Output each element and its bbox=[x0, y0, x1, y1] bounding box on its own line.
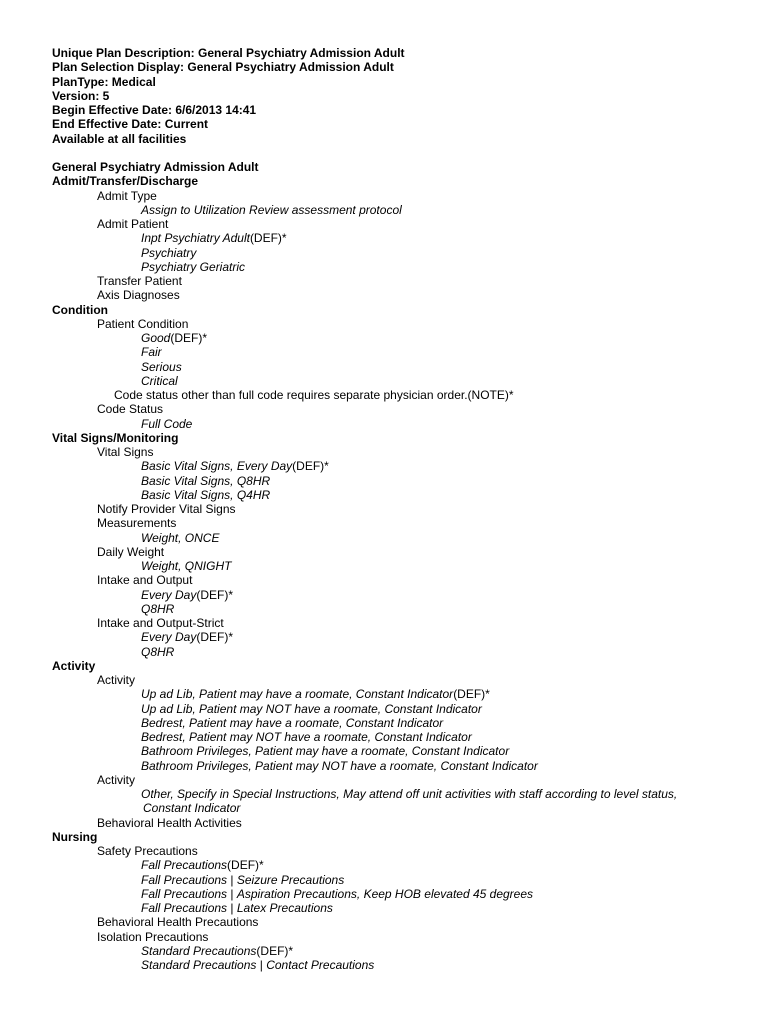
order-option bbox=[52, 345, 752, 359]
default-marker: (DEF)* bbox=[196, 587, 234, 602]
plan-body bbox=[52, 160, 752, 972]
section-vitals-heading: Vital Signs/Monitoring bbox=[52, 430, 179, 445]
bh-precautions-order: Behavioral Health Precautions bbox=[97, 915, 259, 930]
order-option bbox=[52, 260, 752, 274]
default-marker: (DEF)* bbox=[196, 630, 234, 645]
order-option bbox=[52, 702, 752, 716]
order-option bbox=[52, 759, 752, 773]
option-text: Serious bbox=[141, 359, 182, 374]
order-option bbox=[52, 716, 752, 730]
option-text: Every Day bbox=[141, 630, 197, 645]
bh-activities-order: Behavioral Health Activities bbox=[97, 815, 242, 830]
separator: | bbox=[227, 901, 237, 915]
section-activity-heading: Activity bbox=[52, 658, 96, 673]
section-nursing-heading: Nursing bbox=[52, 829, 98, 844]
plan-title: General Psychiatry Admission Adult bbox=[52, 160, 259, 174]
order-option bbox=[52, 417, 752, 431]
patient-condition-order: Patient Condition bbox=[97, 316, 189, 331]
default-marker: (DEF)* bbox=[256, 943, 294, 958]
safety-precautions-order: Safety Precautions bbox=[97, 844, 198, 858]
unique-plan-description: Unique Plan Description: General Psychiatry Admission Adult bbox=[52, 46, 405, 60]
option-text: Contact Precautions bbox=[266, 958, 375, 972]
option-text: Basic Vital Signs, Every Day bbox=[141, 459, 293, 474]
order-option bbox=[52, 744, 752, 758]
order-option bbox=[52, 645, 752, 659]
plan-type: PlanType: Medical bbox=[52, 74, 156, 89]
end-effective-date: End Effective Date: Current bbox=[52, 117, 209, 132]
order-option bbox=[52, 787, 752, 801]
order-option bbox=[52, 630, 752, 644]
plan-selection-display: Plan Selection Display: General Psychiatry Admission Adult bbox=[52, 60, 394, 75]
intake-output-strict-order: Intake and Output-Strict bbox=[97, 616, 224, 630]
order-option bbox=[52, 531, 752, 545]
option-text: Bedrest, Patient may have a roomate, Constant Indicator bbox=[141, 715, 444, 730]
order-option bbox=[52, 602, 752, 616]
option-text: Q8HR bbox=[141, 601, 175, 616]
option-text: Weight, ONCE bbox=[141, 530, 220, 545]
option-text: Bedrest, Patient may NOT have a roomate, Constant Indicator bbox=[141, 730, 472, 744]
intake-output-order: Intake and Output bbox=[97, 573, 193, 588]
daily-weight-order: Daily Weight bbox=[97, 544, 165, 559]
option-text: Up ad Lib, Patient may have a roomate, Constant Indicator bbox=[141, 687, 454, 702]
order-option bbox=[52, 730, 752, 744]
order-option bbox=[52, 559, 752, 573]
separator: | bbox=[227, 886, 237, 901]
option-text: Q8HR bbox=[141, 644, 175, 659]
order-option bbox=[52, 459, 752, 473]
activity-order: Activity bbox=[97, 772, 136, 787]
notify-provider-order: Notify Provider Vital Signs bbox=[97, 502, 236, 516]
default-marker: (DEF)* bbox=[453, 687, 490, 702]
section-admit-heading: Admit/Transfer/Discharge bbox=[52, 174, 199, 189]
option-text: Up ad Lib, Patient may NOT have a roomate, Constant Indicator bbox=[141, 701, 482, 716]
option-text: Assign to Utilization Review assessment protocol bbox=[141, 202, 402, 217]
order-option bbox=[52, 331, 752, 345]
order-option bbox=[52, 360, 752, 374]
order-option bbox=[52, 901, 752, 915]
separator: | bbox=[227, 872, 237, 887]
option-text: Inpt Psychiatry Adult bbox=[141, 231, 250, 246]
availability: Available at all facilities bbox=[52, 131, 187, 146]
order-option bbox=[52, 231, 752, 245]
option-text: Psychiatry Geriatric bbox=[141, 259, 246, 274]
option-text: Psychiatry bbox=[141, 245, 197, 260]
option-text: Other, Specify in Special Instructions, May attend off unit activities with staff according to level status, bbox=[141, 787, 678, 801]
default-marker: (DEF)* bbox=[227, 858, 264, 873]
section-condition-heading: Condition bbox=[52, 302, 108, 317]
option-text: Seizure Precautions bbox=[236, 872, 345, 887]
vital-signs-order: Vital Signs bbox=[97, 445, 154, 459]
option-text: Full Code bbox=[141, 416, 193, 431]
order-option bbox=[52, 374, 752, 388]
option-text: Bathroom Privileges, Patient may have a roomate, Constant Indicator bbox=[141, 744, 510, 759]
option-text: Weight, QNIGHT bbox=[141, 559, 232, 573]
option-text: Every Day bbox=[141, 587, 197, 602]
option-text: Fall Precautions bbox=[141, 858, 228, 873]
option-text: Aspiration Precautions, Keep HOB elevated 45 degrees bbox=[236, 886, 534, 901]
option-text: Fall Precautions bbox=[141, 901, 228, 915]
axis-diagnoses-order: Axis Diagnoses bbox=[97, 288, 180, 303]
order-option bbox=[52, 488, 752, 502]
order-option bbox=[52, 687, 752, 701]
order-option bbox=[52, 203, 752, 217]
option-text: Standard Precautions bbox=[141, 958, 257, 972]
option-text: Bathroom Privileges, Patient may NOT have a roomate, Constant Indicator bbox=[141, 758, 538, 773]
order-option bbox=[52, 858, 752, 872]
order-option bbox=[52, 887, 752, 901]
option-text: Good bbox=[141, 331, 171, 345]
transfer-patient-order: Transfer Patient bbox=[97, 274, 182, 288]
plan-header bbox=[52, 46, 405, 146]
version: Version: 5 bbox=[52, 88, 110, 103]
order-option bbox=[52, 873, 752, 887]
option-text: Latex Precautions bbox=[236, 901, 333, 915]
option-text: Standard Precautions bbox=[141, 943, 257, 958]
option-text: Critical bbox=[141, 373, 178, 388]
measurements-order: Measurements bbox=[97, 516, 177, 531]
code-status-note: Code status other than full code requires separate physician order.(NOTE)* bbox=[114, 388, 514, 402]
default-marker: (DEF)* bbox=[292, 459, 329, 474]
option-text-continuation: Constant Indicator bbox=[143, 801, 241, 816]
separator: | bbox=[256, 958, 267, 972]
code-status-order: Code Status bbox=[97, 402, 164, 417]
default-marker: (DEF)* bbox=[170, 331, 208, 345]
order-option bbox=[52, 944, 752, 958]
default-marker: (DEF)* bbox=[249, 231, 287, 246]
begin-effective-date: Begin Effective Date: 6/6/2013 14:41 bbox=[52, 103, 257, 117]
order-option bbox=[52, 246, 752, 260]
order-option bbox=[52, 588, 752, 602]
isolation-precautions-order: Isolation Precautions bbox=[97, 929, 209, 944]
activity-order: Activity bbox=[97, 673, 136, 687]
admit-type-order: Admit Type bbox=[97, 188, 157, 203]
order-option bbox=[52, 958, 752, 972]
option-text: Basic Vital Signs, Q4HR bbox=[141, 487, 271, 502]
option-text: Basic Vital Signs, Q8HR bbox=[141, 473, 271, 488]
option-text: Fall Precautions bbox=[141, 886, 228, 901]
order-option bbox=[52, 474, 752, 488]
option-text: Fair bbox=[141, 345, 162, 360]
option-text: Fall Precautions bbox=[141, 872, 228, 887]
admit-patient-order: Admit Patient bbox=[97, 217, 169, 231]
